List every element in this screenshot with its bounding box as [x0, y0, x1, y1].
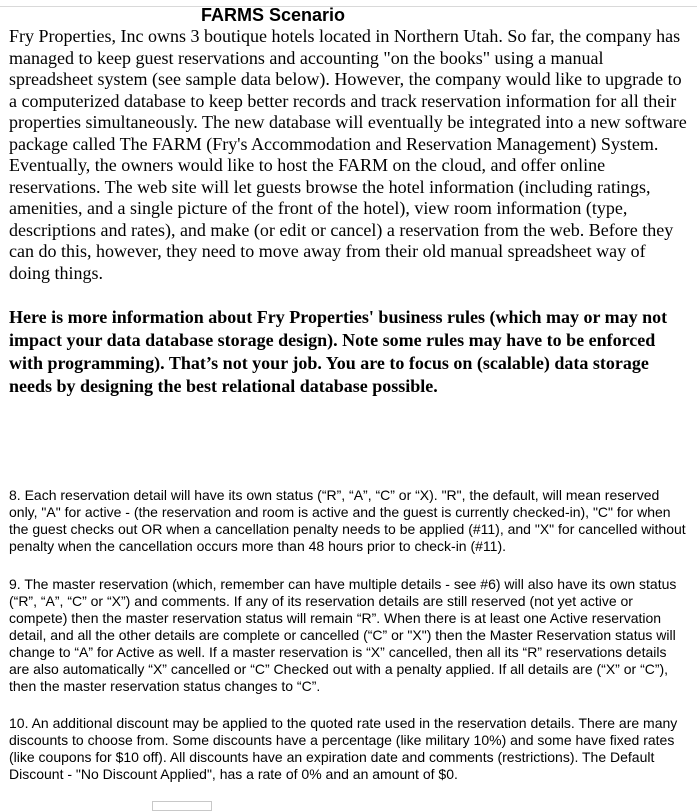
- embedded-table-edge: [152, 801, 212, 811]
- top-toolbar-edge: [0, 0, 697, 7]
- rule-10-discounts: 10. An additional discount may be applied to the quoted rate used in the reservation details. There are many discounts to choose from. Some discounts have a percentage (like military 10%) and some have fixed rates (like coupons for $10 off). All discounts have an expiration date and comments (restrictions). The Default Discount - "No Discount Applied", has a rate of 0% and an amount of $0.: [9, 715, 678, 782]
- rule-9-master-reservation-status: 9. The master reservation (which, remember can have multiple details - see #6) will also have its own status (“R”, “A”, “C” or “X”) and comments. If any of its reservation details are still reserved (not yet active or compete) then the master reservation status will remain “R”. When there is at least one Active reservation detail, and all the other details are complete or cancelled (“C” or "X") then the Master Reservation status will change to “A” for Active as well. If a master reservation is “X” cancelled, then all its “R” reservations details are also automatically “X” cancelled or “C” Checked out with a penalty applied. If all details are (“X” or “C”), then the master reservation status changes to “C”.: [9, 576, 677, 694]
- business-rules-note: Here is more information about Fry Properties' business rules (which may or may not impact your data database storage design). Note some rules may have to be enforced with programming). That’s not your job. You are to focus on (scalable) data storage needs by designing the best relational database possible.: [9, 307, 668, 396]
- intro-paragraph: Fry Properties, Inc owns 3 boutique hotels located in Northern Utah. So far, the company has managed to keep guest reservations and accounting "on the books" using a manual spreadsheet system (see sample data below). However, the company would like to upgrade to a computerized database to keep better records and track reservation information for all their properties simultaneously. The new database will eventually be integrated into a new software package called The FARM (Fry's Accommodation and Reservation Management) System. Eventually, the owners would like to host the FARM on the cloud, and offer online reservations. The web site will let guests browse the hotel information (including ratings, amenities, and a single picture of the front of the hotel), view room information (type, descriptions and rates), and make (or edit or cancel) a reservation from the web. Before they can do this, however, they need to move away from their old manual spreadsheet way of doing things.: [9, 26, 687, 283]
- rule-8-reservation-detail-status: 8. Each reservation detail will have its own status (“R”, “A”, “C” or “X). "R", the default, will mean reserved only, "A" for active - (the reservation and room is active and the guest is currently checked-in), "C" for when the guest checks out OR when a cancellation penalty needs to be applied (#11), and "X" for cancelled without penalty when the cancellation occurs more than 48 hours prior to check-in (#11).: [9, 487, 686, 554]
- document-title: FARMS Scenario: [201, 5, 346, 25]
